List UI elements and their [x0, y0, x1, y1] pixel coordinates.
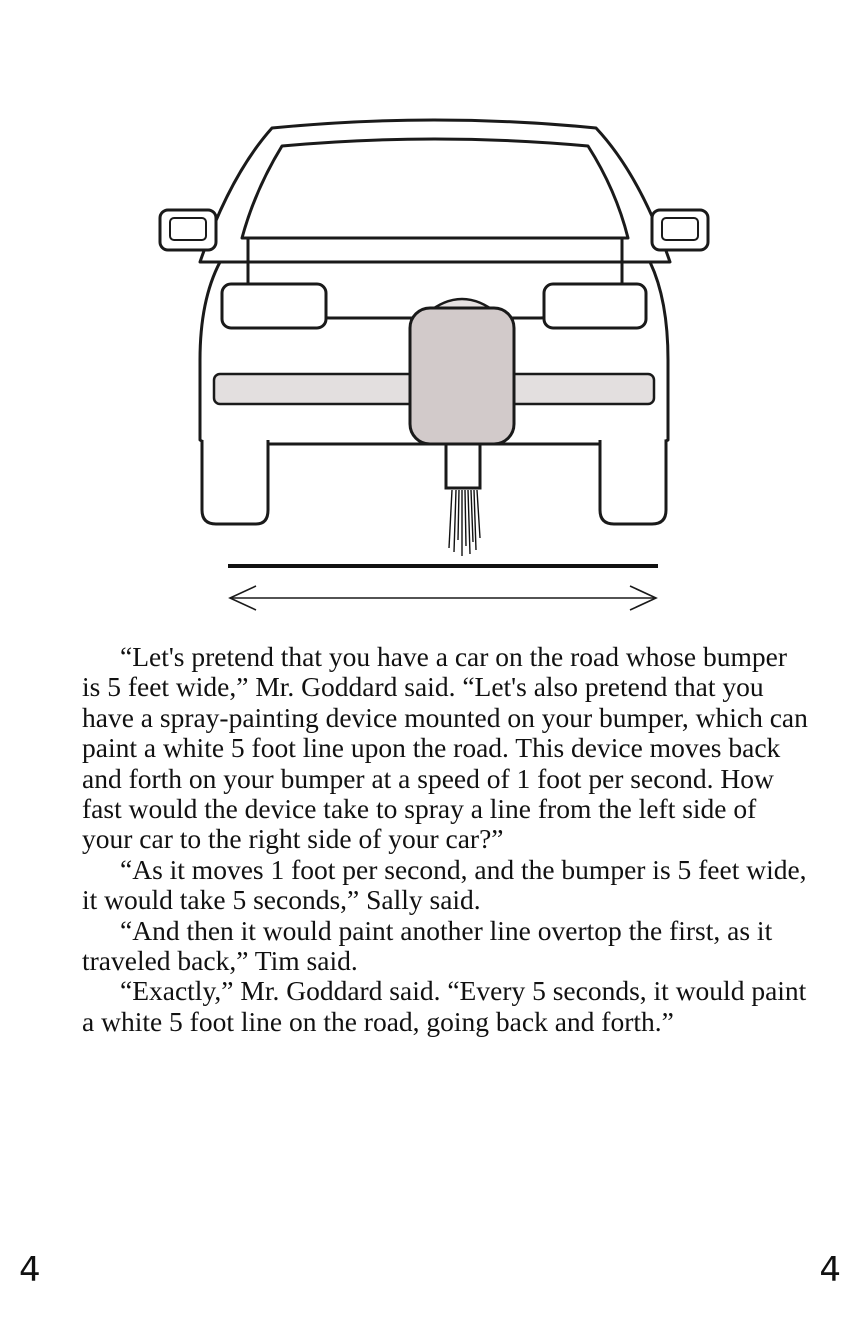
- spray-nozzle: [446, 444, 480, 488]
- spray-device: [410, 308, 514, 444]
- windshield: [242, 139, 628, 238]
- left-headlight: [222, 284, 326, 328]
- right-headlight: [544, 284, 646, 328]
- story-paragraph-3: “And then it would paint another line overtop the first, as it traveled back,” Tim said.: [82, 914, 773, 977]
- car-roof: [200, 120, 670, 262]
- width-arrow: [230, 586, 656, 610]
- story-text: [82, 642, 812, 1037]
- page-number-left: 4: [19, 1250, 41, 1290]
- car-illustration: [0, 0, 860, 640]
- left-wheel: [202, 440, 268, 524]
- wheels: [202, 440, 666, 524]
- right-wheel: [600, 440, 666, 524]
- story-paragraph-1: “Let's pretend that you have a car on the road whose bumper is 5 feet wide,” Mr. Goddard said. “Let's also pretend that you have a spray-painting device mounted on your bumper, which can paint a white 5 foot line upon the road. This device moves back and forth on your bumper at a speed of 1 foot per second. How fast would the device take to spray a line from the left side of your car to the right side of your car?”: [82, 641, 808, 855]
- story-paragraph-4: “Exactly,” Mr. Goddard said. “Every 5 seconds, it would paint a white 5 foot line on the road, going back and forth.”: [82, 975, 807, 1037]
- page-number-right: 4: [819, 1250, 841, 1290]
- paint-spray: [449, 490, 480, 556]
- story-paragraph-2: “As it moves 1 foot per second, and the bumper is 5 feet wide, it would take 5 seconds,” Sally said.: [82, 853, 807, 916]
